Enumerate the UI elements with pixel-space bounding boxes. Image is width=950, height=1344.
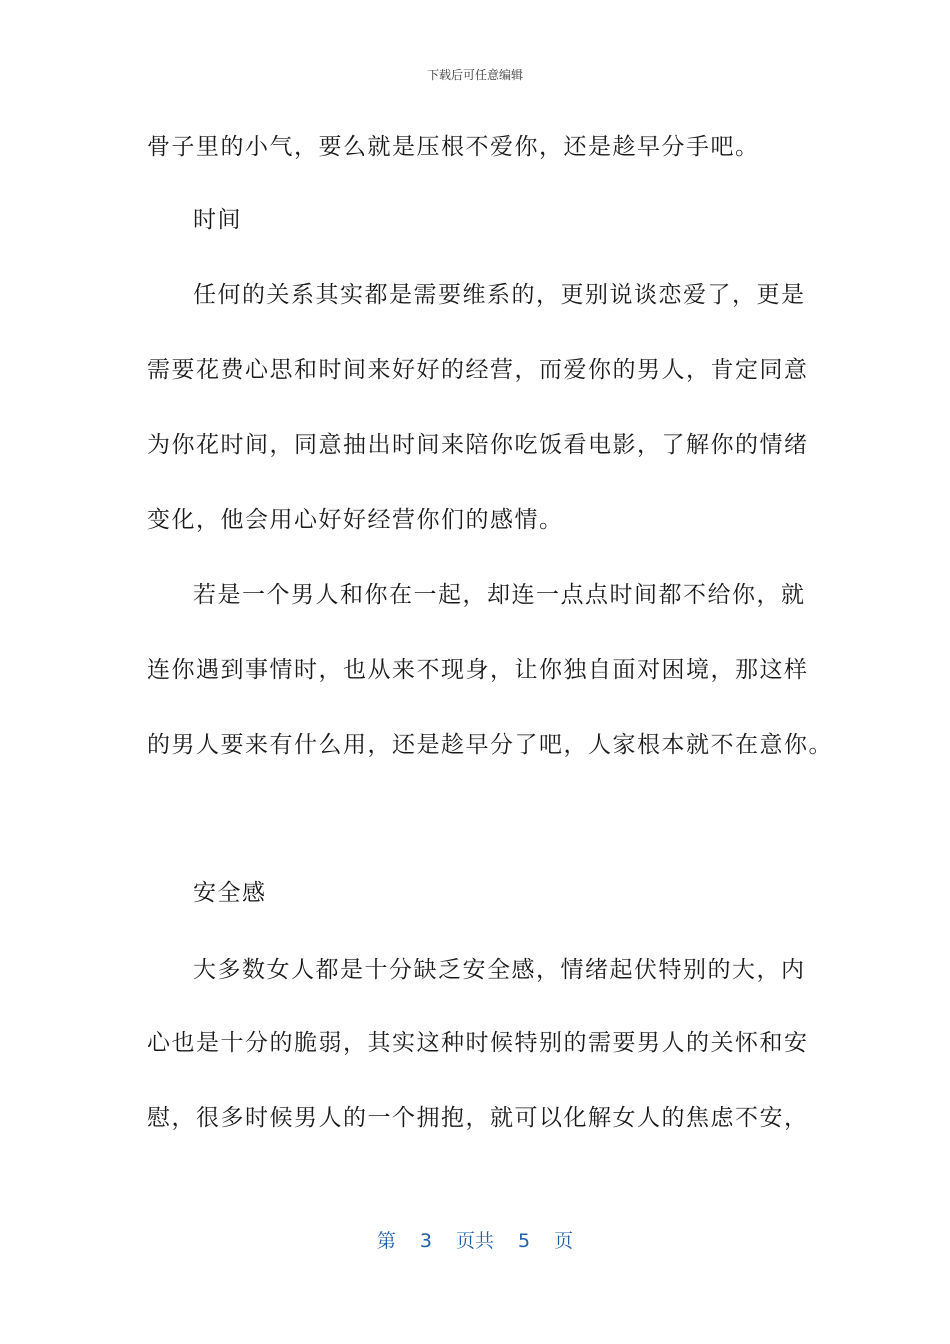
- body-line: 慰，很多时候男人的一个拥抱，就可以化解女人的焦虑不安，: [147, 1105, 809, 1131]
- page-label-middle: 页共: [455, 1230, 494, 1252]
- total-pages-number: 5: [518, 1230, 531, 1252]
- body-line: 若是一个男人和你在一起，却连一点点时间都不给你，就: [193, 582, 806, 608]
- current-page-number: 3: [419, 1230, 432, 1252]
- page-label-prefix: 第: [376, 1230, 396, 1252]
- body-line: 变化，他会用心好好经营你们的感情。: [147, 507, 564, 533]
- body-line: 骨子里的小气，要么就是压根不爱你，还是趁早分手吧。: [147, 134, 760, 160]
- body-line: 大多数女人都是十分缺乏安全感，情绪起伏特别的大，内: [193, 957, 806, 983]
- body-line: 为你花时间，同意抽出时间来陪你吃饭看电影，了解你的情绪: [147, 432, 809, 458]
- body-line: 的男人要来有什么用，还是趁早分了吧，人家根本就不在意你。: [147, 732, 833, 758]
- page-footer: [0, 1226, 950, 1253]
- section-heading-security: 安全感: [193, 880, 267, 906]
- body-line: 心也是十分的脆弱，其实这种时候特别的需要男人的关怀和安: [147, 1030, 809, 1056]
- body-line: 任何的关系其实都是需要维系的，更别说谈恋爱了，更是: [193, 282, 806, 308]
- page-label-suffix: 页: [554, 1230, 574, 1252]
- body-line: 连你遇到事情时，也从来不现身，让你独自面对困境，那这样: [147, 657, 809, 683]
- page-header-note: 下载后可任意编辑: [426, 68, 523, 82]
- section-heading-time: 时间: [193, 207, 242, 233]
- body-line: 需要花费心思和时间来好好的经营，而爱你的男人，肯定同意: [147, 357, 809, 383]
